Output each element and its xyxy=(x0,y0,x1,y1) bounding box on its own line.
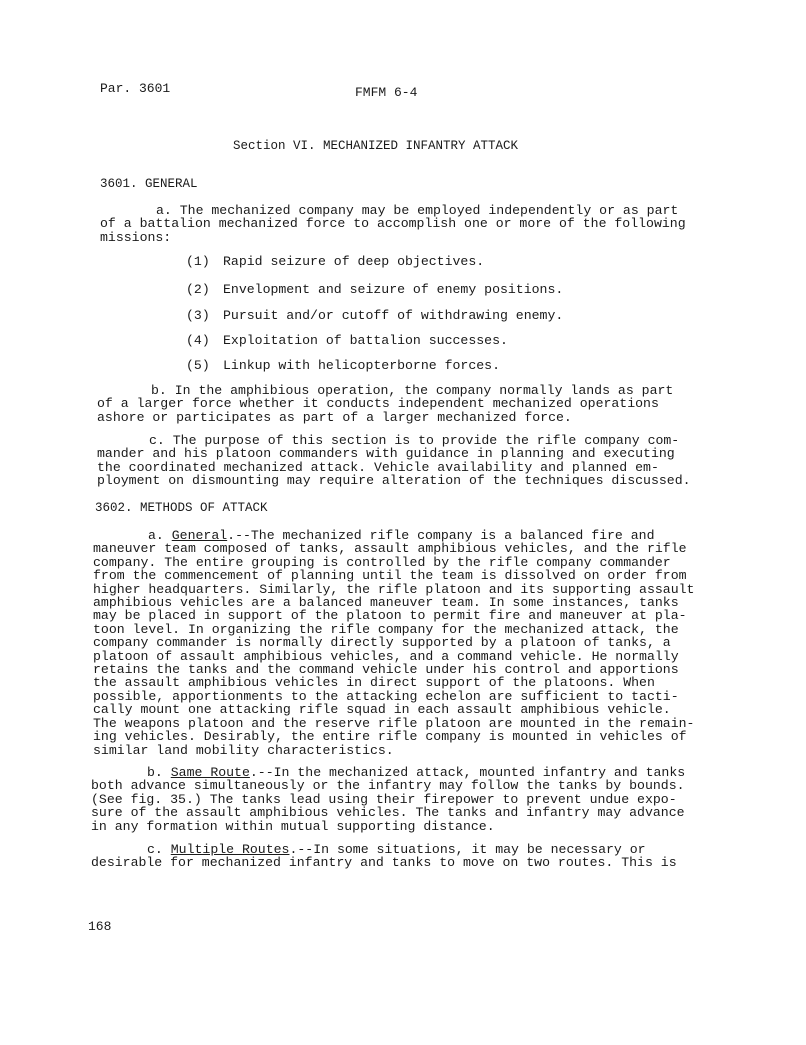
paragraph-3602-c xyxy=(91,843,677,870)
text-line: both advance simultaneously or the infantry may follow the tanks by bounds. xyxy=(91,778,685,794)
text-line: amphibious vehicles are a balanced maneuver team. In some instances, tanks xyxy=(93,595,679,611)
item-text: Envelopment and seizure of enemy positions. xyxy=(223,282,564,297)
text-line: desirable for mechanized infantry and tanks to move on two routes. This is xyxy=(91,855,677,871)
text-line: platoon of assault amphibious vehicles, and a command vehicle. He normally xyxy=(93,648,679,664)
item-label: c. xyxy=(147,842,171,857)
paragraph-3602-a xyxy=(93,529,694,757)
list-item xyxy=(186,358,500,373)
paragraph-3601-b xyxy=(97,384,673,424)
text-line: toon level. In organizing the rifle company for the mechanized attack, the xyxy=(93,621,679,637)
text-line: the coordinated mechanized attack. Vehicle availability and planned em- xyxy=(97,459,659,475)
text-run: .--In some situations, it may be necessary or xyxy=(289,842,646,857)
page-number: 168 xyxy=(88,919,112,934)
item-label: a. xyxy=(148,528,172,543)
text-line: b. In the amphibious operation, the company normally lands as part xyxy=(151,383,674,398)
item-text: Exploitation of battalion successes. xyxy=(223,333,508,348)
text-line: retains the tanks and the command vehicle under his control and apportions xyxy=(93,662,679,678)
subsection-title: General xyxy=(171,528,228,543)
text-line: a. The mechanized company may be employed independently or as part xyxy=(156,203,679,218)
item-number: (1) xyxy=(186,254,210,269)
list-item xyxy=(186,282,563,297)
item-number: (2) xyxy=(186,282,210,297)
paragraph-3601-c xyxy=(97,434,691,488)
text-line: cally mount one attacking rifle squad in each assault amphibious vehicle. xyxy=(93,702,671,718)
text-line: company commander is normally directly supported by a platoon of tanks, a xyxy=(93,635,671,651)
paragraph-3602-b xyxy=(91,766,685,833)
item-number: (5) xyxy=(186,358,210,373)
subsection-title: Multiple Routes xyxy=(170,842,290,857)
text-line: ing vehicles. Desirably, the entire rifle company is mounted in vehicles of xyxy=(93,729,687,745)
text-line: higher headquarters. Similarly, the rifle platoon and its supporting assault xyxy=(93,581,695,597)
text-line: sure of the assault amphibious vehicles. The tanks and infantry may advance xyxy=(91,805,685,821)
list-item xyxy=(186,254,484,269)
heading-3602: 3602. METHODS OF ATTACK xyxy=(95,501,268,515)
text-line: of a larger force whether it conducts independent mechanized operations xyxy=(97,396,659,412)
item-text: Linkup with helicopterborne forces. xyxy=(223,358,500,373)
list-item xyxy=(186,333,508,348)
item-text: Rapid seizure of deep objectives. xyxy=(223,254,485,269)
text-line: the assault amphibious vehicles in direct support of the platoons. When xyxy=(93,675,655,691)
text-run: .--In the mechanized attack, mounted infantry and tanks xyxy=(249,765,686,780)
text-line: from the commencement of planning until the team is dissolved on order from xyxy=(93,568,687,584)
paragraph-3601-a xyxy=(100,204,686,244)
heading-3601: 3601. GENERAL xyxy=(100,177,198,191)
text-line xyxy=(91,843,677,856)
subsection-title: Same Route xyxy=(170,765,250,780)
text-line: The weapons platoon and the reserve rifle platoon are mounted in the remain- xyxy=(93,715,695,731)
text-line: may be placed in support of the platoon to permit fire and maneuver at pla- xyxy=(93,608,687,624)
text-line: possible, apportionments to the attacking echelon are sufficient to tacti- xyxy=(93,688,679,704)
section-title: Section VI. MECHANIZED INFANTRY ATTACK xyxy=(233,139,519,153)
manual-id: FMFM 6-4 xyxy=(355,85,418,100)
text-line: (See fig. 35.) The tanks lead using their firepower to prevent undue expo- xyxy=(91,791,677,807)
item-number: (4) xyxy=(186,333,210,348)
text-line: mander and his platoon commanders with guidance in planning and executing xyxy=(97,446,675,462)
item-text: Pursuit and/or cutoff of withdrawing enemy. xyxy=(223,308,564,323)
text-line: maneuver team composed of tanks, assault amphibious vehicles, and the rifle xyxy=(93,541,687,557)
text-line: similar land mobility characteristics. xyxy=(93,742,394,758)
text-line: of a battalion mechanized force to accomplish one or more of the following xyxy=(100,216,686,232)
text-line: c. The purpose of this section is to provide the rifle company com- xyxy=(149,433,680,448)
item-label: b. xyxy=(147,765,171,780)
text-line: company. The entire grouping is controlled by the rifle company commander xyxy=(93,554,671,570)
text-line: missions: xyxy=(100,229,172,245)
text-line: in any formation within mutual supporting distance. xyxy=(91,818,495,834)
item-number: (3) xyxy=(186,308,210,323)
list-item xyxy=(186,308,563,323)
paragraph-reference: Par. 3601 xyxy=(100,81,171,96)
text-line xyxy=(93,529,694,542)
text-line xyxy=(91,766,685,779)
text-line: ployment on dismounting may require alteration of the techniques discussed. xyxy=(97,473,691,489)
text-run: .--The mechanized rifle company is a balanced fire and xyxy=(227,528,655,543)
text-line: ashore or participates as part of a larger mechanized force. xyxy=(97,409,572,425)
